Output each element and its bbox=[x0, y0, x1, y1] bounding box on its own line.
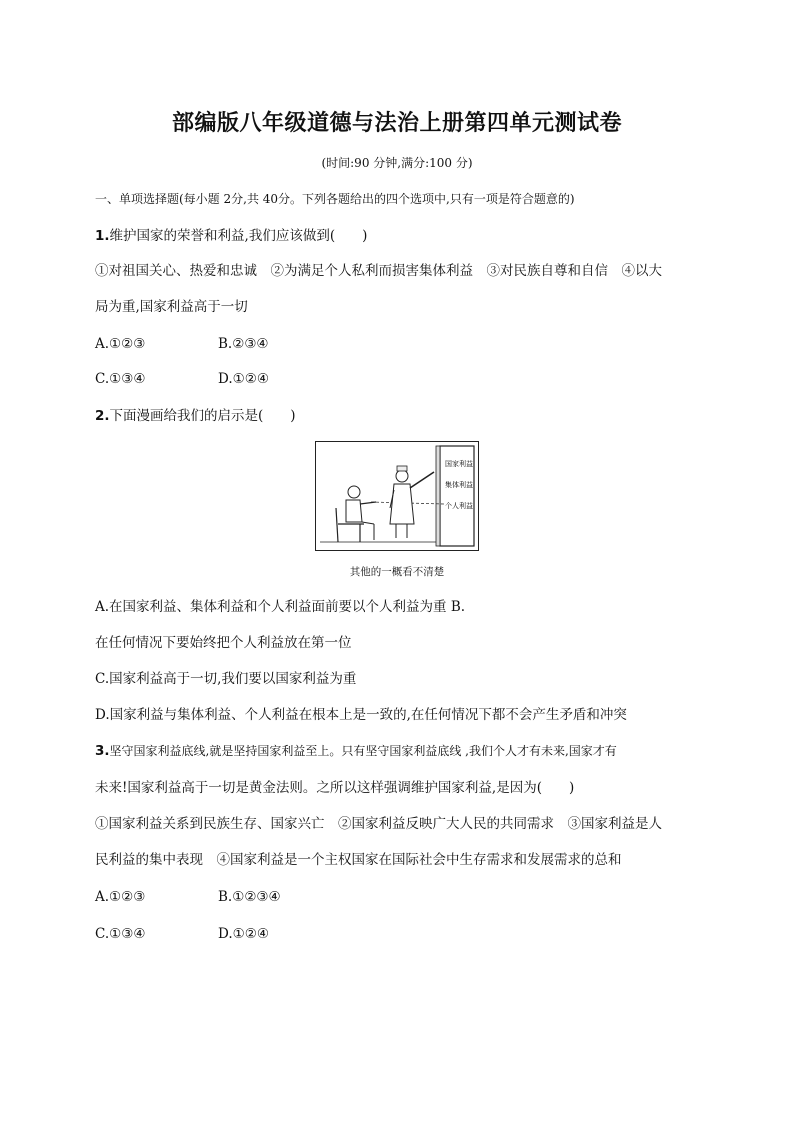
question-3-stem-line1 bbox=[95, 742, 617, 760]
question-2-option-a-line2[interactable]: 在任何情况下要始终把个人利益放在第一位 bbox=[95, 635, 352, 651]
option-b[interactable]: B.①②③④ bbox=[218, 889, 281, 905]
question-3-statements-line2: 民利益的集中表现 ④国家利益是一个主权国家在国际社会中生存需求和发展需求的总和 bbox=[95, 852, 622, 868]
cartoon-caption: 其他的一概看不清楚 bbox=[349, 566, 445, 578]
question-1-options-row1 bbox=[95, 335, 269, 353]
question-1-stem bbox=[95, 227, 367, 245]
question-text: 维护国家的荣誉和利益,我们应该做到( ) bbox=[109, 228, 368, 244]
label-national-interest: 国家利益 bbox=[445, 460, 473, 468]
question-number: 3. bbox=[95, 743, 110, 759]
page-title: 部编版八年级道德与法治上册第四单元测试卷 bbox=[171, 111, 622, 136]
question-2-option-c[interactable]: C.国家利益高于一切,我们要以国家利益为重 bbox=[95, 671, 357, 687]
cartoon-image bbox=[315, 441, 479, 551]
question-3-options-row1 bbox=[95, 888, 281, 906]
question-2-option-d[interactable]: D.国家利益与集体利益、个人利益在根本上是一致的,在任何情况下都不会产生矛盾和冲突 bbox=[95, 707, 627, 723]
question-3-options-row2 bbox=[95, 925, 269, 943]
option-d[interactable]: D.①②④ bbox=[218, 926, 269, 942]
question-text: 坚守国家利益底线,就是坚持国家利益至上。只有坚守国家利益底线 ,我们个人才有未来,国家才有 bbox=[109, 744, 617, 758]
question-number: 1. bbox=[95, 228, 110, 244]
question-3-statements-line1: ①国家利益关系到民族生存、国家兴亡 ②国家利益反映广大人民的共同需求 ③国家利益是人 bbox=[95, 816, 662, 832]
label-collective-interest: 集体利益 bbox=[445, 481, 473, 489]
question-1-options-row2 bbox=[95, 370, 269, 388]
question-1-statements-line2: 局为重,国家利益高于一切 bbox=[95, 299, 248, 315]
option-c[interactable]: C.①③④ bbox=[95, 371, 146, 387]
label-personal-interest: 个人利益 bbox=[445, 502, 473, 510]
cartoon-drawing bbox=[316, 442, 478, 550]
option-a[interactable]: A.①②③ bbox=[95, 889, 146, 905]
option-b[interactable]: B.②③④ bbox=[218, 336, 269, 352]
exam-time-info: (时间:90 分钟,满分:100 分) bbox=[321, 156, 473, 170]
question-text: 下面漫画给我们的启示是( ) bbox=[109, 408, 296, 424]
question-3-stem-line2: 未来!国家利益高于一切是黄金法则。之所以这样强调维护国家利益,是因为( ) bbox=[95, 780, 575, 796]
question-2-stem bbox=[95, 407, 296, 425]
option-d[interactable]: D.①②④ bbox=[218, 371, 269, 387]
question-1-statements-line1: ①对祖国关心、热爱和忠诚 ②为满足个人私利而损害集体利益 ③对民族自尊和自信 ④以大 bbox=[95, 263, 662, 279]
option-a[interactable]: A.①②③ bbox=[95, 336, 146, 352]
question-2-option-a-line1[interactable]: A.在国家利益、集体利益和个人利益面前要以个人利益为重 B. bbox=[95, 599, 466, 615]
section-heading: 一、单项选择题(每小题 2分,共 40分。下列各题给出的四个选项中,只有一项是符合题意的) bbox=[95, 192, 575, 206]
question-number: 2. bbox=[95, 408, 110, 424]
option-c[interactable]: C.①③④ bbox=[95, 926, 146, 942]
